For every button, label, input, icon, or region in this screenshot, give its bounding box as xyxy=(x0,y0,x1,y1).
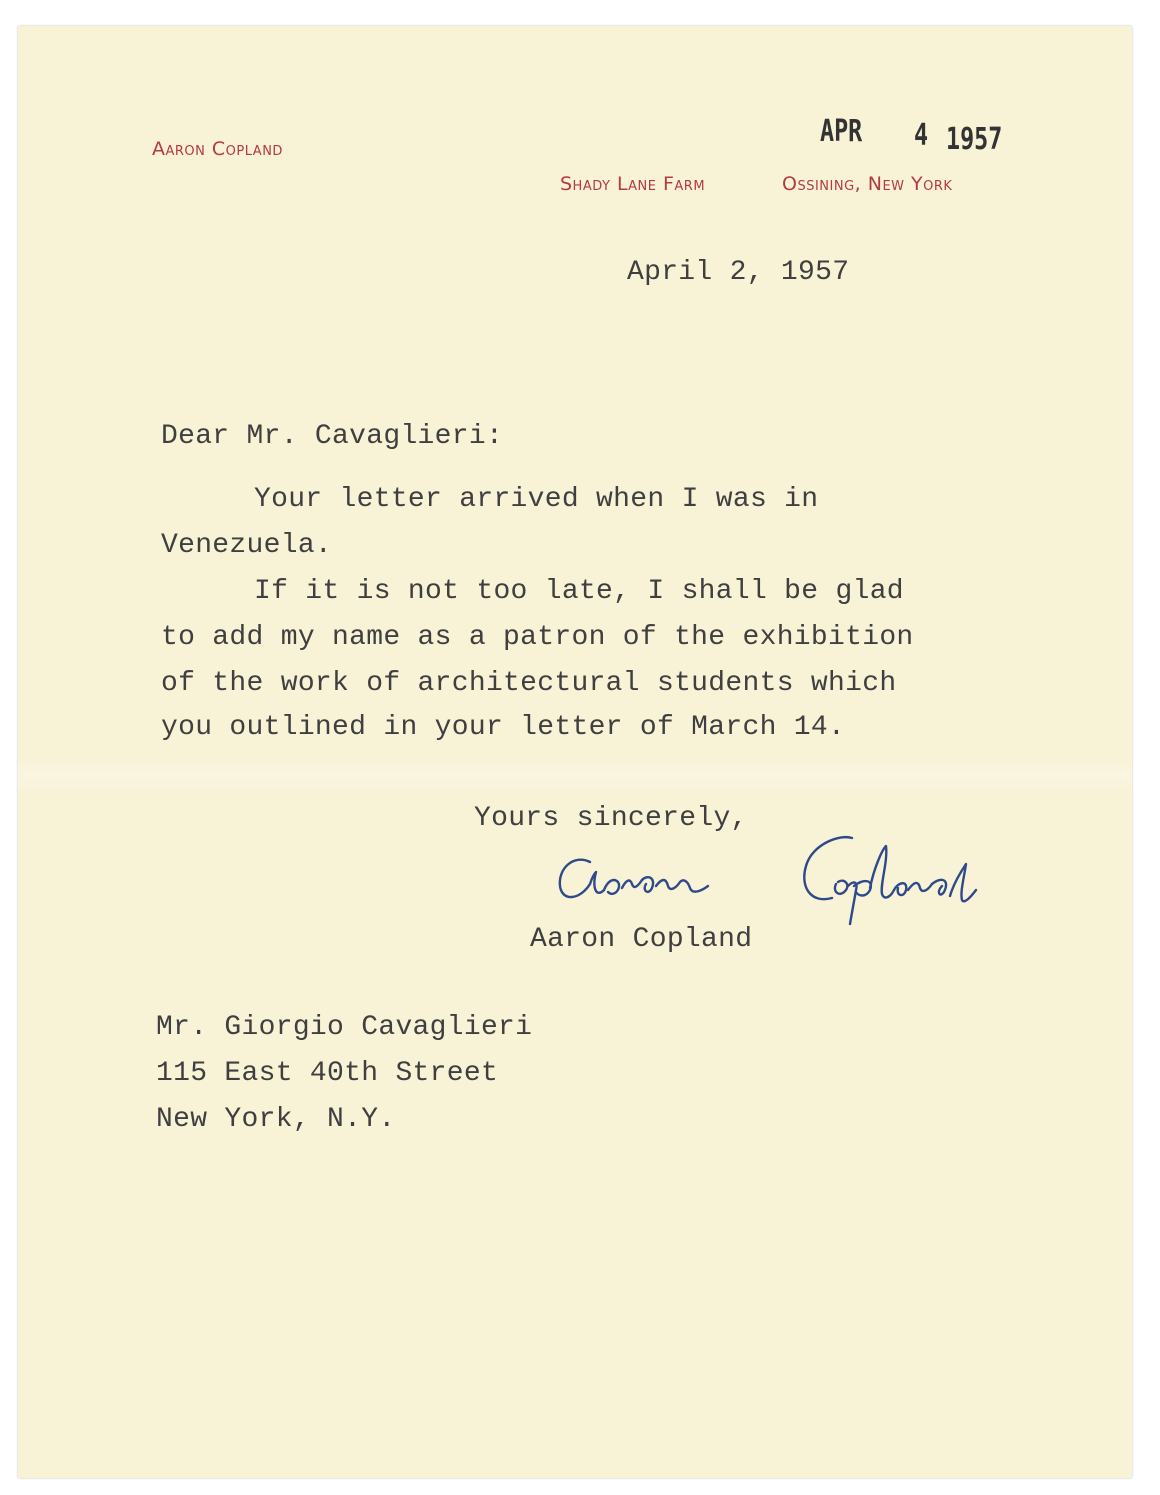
received-stamp-month: APR xyxy=(820,114,863,149)
received-stamp-year: 1957 xyxy=(946,122,1003,157)
body-line: If it is not too late, I shall be glad xyxy=(254,576,904,607)
handwritten-signature xyxy=(552,828,992,938)
recipient-street: 115 East 40th Street xyxy=(156,1058,499,1089)
letterhead-location: Ossining, New York xyxy=(782,173,953,195)
body-line: to add my name as a patron of the exhibition xyxy=(161,622,914,653)
letter-page xyxy=(18,26,1132,1478)
body-line: Your letter arrived when I was in xyxy=(254,484,819,515)
body-line: Venezuela. xyxy=(161,530,333,561)
closing: Yours sincerely, xyxy=(474,803,748,834)
received-stamp-day: 4 xyxy=(914,118,929,153)
body-line: you outlined in your letter of March 14. xyxy=(161,712,846,743)
letterhead-name: Aaron Copland xyxy=(152,138,283,160)
typed-name: Aaron Copland xyxy=(530,924,753,955)
paper-fold xyxy=(18,756,1132,796)
letterhead-farm: Shady Lane Farm xyxy=(560,173,706,195)
salutation: Dear Mr. Cavaglieri: xyxy=(161,421,504,452)
recipient-name: Mr. Giorgio Cavaglieri xyxy=(156,1012,533,1043)
letter-date: April 2, 1957 xyxy=(627,257,850,288)
body-line: of the work of architectural students which xyxy=(161,668,897,699)
recipient-city: New York, N.Y. xyxy=(156,1104,396,1135)
